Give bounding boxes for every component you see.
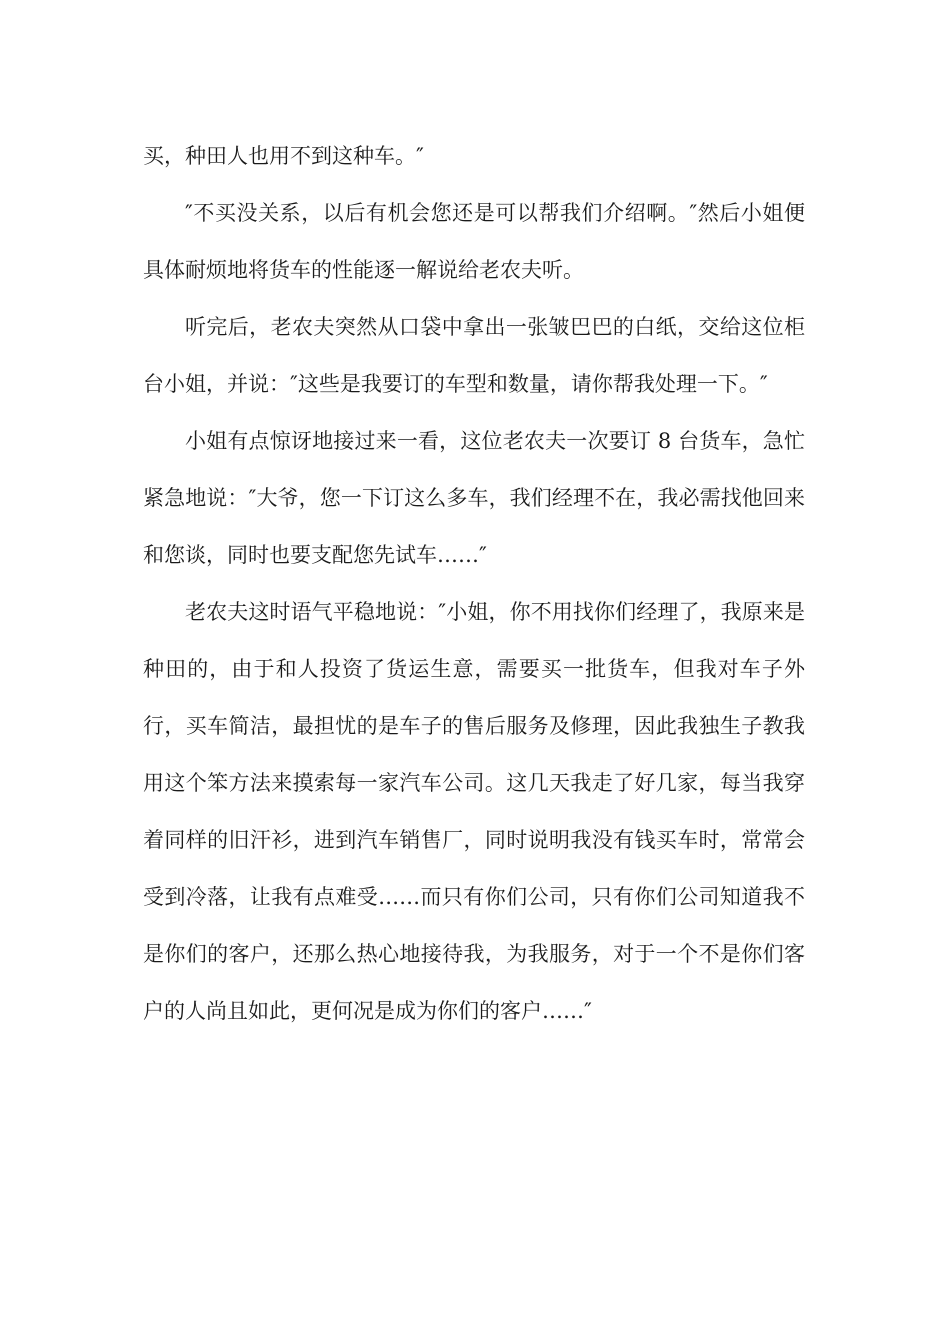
paragraph: ″不买没关系，以后有机会您还是可以帮我们介绍啊。″然后小姐便具体耐烦地将货车的性能逐一解说给老农夫听。 (143, 201, 805, 282)
paragraph-continuation: 买，种田人也用不到这种车。″ (143, 144, 424, 168)
paragraph: 听完后，老农夫突然从口袋中拿出一张皱巴巴的白纸，交给这位柜台小姐，并说：″这些是我要订的车型和数量，请你帮我处理一下。″ (143, 315, 805, 396)
paragraph: 老农夫这时语气平稳地说：″小姐，你不用找你们经理了，我原来是种田的，由于和人投资了货运生意，需要买一批货车，但我对车子外行，买车简洁，最担忧的是车子的售后服务及修理，因此我独生子教我用这个笨方法来摸索每一家汽车公司。这几天我走了好几家，每当我穿着同样的旧汗衫，进到汽车销售厂，同时说明我没有钱买车时，常常会受到冷落，让我有点难受……而只有你们公司，只有你们公司知道我不是你们的客户，还那么热心地接待我，为我服务，对于一个不是你们客户的人尚且如此，更何况是成为你们的客户……″ (143, 600, 805, 1023)
document-body (143, 128, 805, 1040)
paragraph: 小姐有点惊讶地接过来一看，这位老农夫一次要订 8 台货车，急忙紧急地说：″大爷，您一下订这么多车，我们经理不在，我必需找他回来和您谈，同时也要支配您先试车……″ (143, 429, 805, 567)
